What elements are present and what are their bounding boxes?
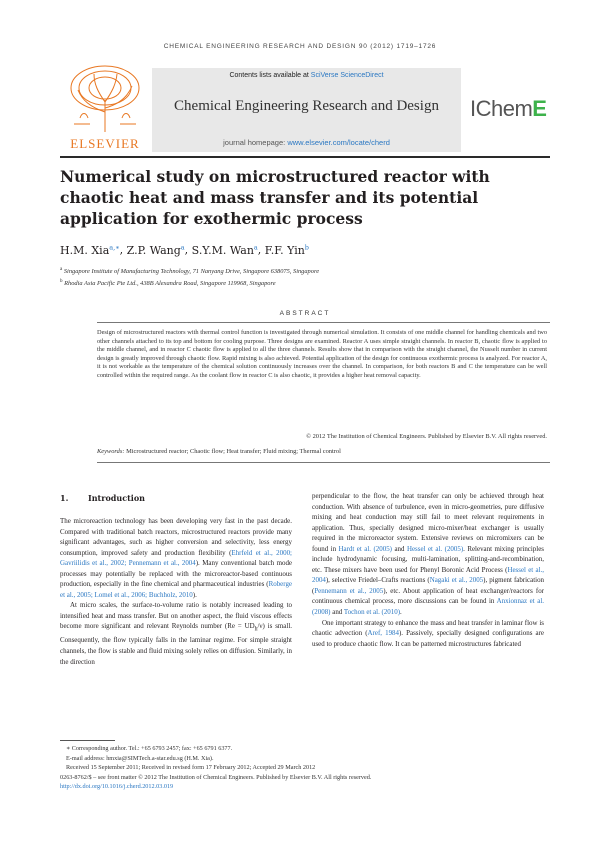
author bbox=[192, 244, 258, 257]
keywords bbox=[97, 448, 547, 455]
contents-line bbox=[152, 72, 461, 79]
journal-title: Chemical Engineering Research and Design bbox=[174, 98, 439, 114]
author-list: H.M. Xia$^{a,∗}$, Z.P. Wang$^a$, S.Y.M. Wan$^a$, F.F. Yin$^b$ bbox=[60, 243, 309, 257]
email-note: E-mail address: hmxia@SIMTech.a-star.edu.sg (H.M. Xia). bbox=[66, 754, 214, 762]
citation-link[interactable]: Nagaki et al., 2005 bbox=[429, 576, 484, 585]
abstract-rule-bottom bbox=[97, 462, 550, 463]
subscript: h bbox=[254, 626, 258, 633]
running-head: CHEMICAL ENGINEERING RESEARCH AND DESIGN 90 (2012) 1719–1726 bbox=[163, 43, 437, 50]
section-title: Introduction bbox=[88, 493, 145, 503]
received-dates: Received 15 September 2011; Received in revised form 17 February 2012; Accepted 29 March 2012 bbox=[66, 764, 316, 772]
journal-homepage bbox=[152, 138, 461, 147]
corresponding-author-note: ∗ Corresponding author. Tel.: +65 6793 2457; fax: +65 6791 6377. bbox=[66, 745, 233, 752]
doi-link[interactable]: http://dx.doi.org/10.1016/j.cherd.2012.03.019 bbox=[60, 783, 174, 791]
citation-link[interactable]: Pennemann et al., 2005 bbox=[314, 586, 384, 595]
ichem-logo-main: IChem bbox=[470, 96, 533, 121]
author bbox=[265, 244, 309, 257]
footnote-rule bbox=[60, 740, 115, 741]
body-column-left bbox=[60, 516, 292, 667]
ichem-logo bbox=[470, 96, 552, 122]
homepage-prefix: journal homepage: bbox=[223, 138, 288, 147]
paragraph: The microreaction technology has been developing very fast in the past decade. Compared with traditional batch reactors, microstructured reactors provide many significant advantages, such as higher conversion and selectivity, less energy consumption, improved safety and production flexibility (Ehrfeld et al., 2000; Gavriilidis et al., 2002; Pennemann et al., 2004). Many conventional batch mode processes may potentially be replaced with the microreactor-based continuous production, especially in the fine chemical and pharmaceutical industries (Roberge et al., 2005; Lomel et al., 2006; Buchholz, 2010). bbox=[60, 517, 292, 599]
author-affiliation-mark[interactable]: a,∗ bbox=[109, 243, 120, 251]
paragraph: perpendicular to the flow, the heat transfer can only be achieved through heat conduction. With absence of turbulence, even in micro-geometries, pure diffusive mixing and heat conduction may still fail to meet relevant requirements in application. Thus, specially designed micro-mixer/heat exchanger is usually required in the microreactor system. Extensive reviews on micromixers can be found in Hardt et al. (2005) and Hessel et al. (2005). Relevant mixing principles include hydrodynamic focusing, multi-lamination, splitting-and-recombination, etc. These mixers have been used for Phenyl Boronic Acid Process (Hessel et al., 2004), selective Friedel–Crafts reactions (Nagaki et al., 2005), pigment fabrication (Pennemann et al., 2005), etc. About application of heat exchanger/reactors for continuous chemical process, more discussions can be found in Anxionnaz et al. (2008) and Tochon et al. (2010). bbox=[312, 492, 545, 617]
affiliation-mark: b bbox=[60, 279, 63, 284]
abstract-rule-top bbox=[97, 322, 550, 323]
author bbox=[60, 244, 120, 257]
author-name: S.Y.M. Wan bbox=[191, 243, 254, 257]
citation-link[interactable]: Anxionnaz et al. (2008) bbox=[312, 597, 545, 617]
publisher-name: ELSEVIER bbox=[70, 136, 140, 151]
homepage-link[interactable]: www.elsevier.com/locate/cherd bbox=[287, 138, 390, 147]
citation-link[interactable]: Roberge et al., 2005; Lomel et al., 2006; Buchholz, 2010 bbox=[60, 580, 292, 599]
affiliation-a bbox=[60, 267, 530, 275]
author bbox=[127, 244, 185, 257]
citation-link[interactable]: Tochon et al. (2010) bbox=[343, 608, 401, 617]
affiliation-text: Rhodia Asia Pacific Pte Ltd., 438B Alexandra Road, Singapore 119968, Singapore bbox=[64, 280, 276, 288]
elsevier-tree-icon bbox=[60, 62, 150, 134]
author-name: F.F. Yin bbox=[264, 243, 305, 257]
contents-prefix: Contents lists available at bbox=[229, 72, 311, 79]
author-name: H.M. Xia bbox=[60, 243, 110, 257]
keywords-label: Keywords: bbox=[97, 448, 125, 455]
author-name: Z.P. Wang bbox=[126, 243, 181, 257]
citation-link[interactable]: Hessel et al. (2005) bbox=[406, 544, 464, 553]
header-rule bbox=[60, 156, 550, 158]
elsevier-logo bbox=[60, 62, 150, 152]
abstract-copyright: © 2012 The Institution of Chemical Engineers. Published by Elsevier B.V. All rights reserved. bbox=[306, 433, 547, 440]
affiliation-text: Singapore Institute of Manufacturing Technology, 71 Nanyang Drive, Singapore 638075, Singapore bbox=[63, 268, 320, 276]
citation-link[interactable]: Ehrfeld et al., 2000; Gavriilidis et al., 2002; Pennemann et al., 2004 bbox=[60, 548, 292, 568]
author-affiliation-mark[interactable]: a bbox=[253, 243, 258, 251]
body-column-right bbox=[312, 491, 544, 649]
sciencedirect-link[interactable]: SciVerse ScienceDirect bbox=[310, 72, 384, 79]
section-number: 1. bbox=[60, 493, 69, 503]
citation-link[interactable]: Hessel et al., 2004 bbox=[312, 565, 544, 585]
footnotes bbox=[60, 744, 550, 792]
abstract-text: Design of microstructured reactors with thermal control function is investigated through numerical simulation. It consists of one middle channel for handling chemicals and two other channels attached to its top and bottom for cooling purpose. Three designs are examined. Reactor A uses simple straight channels. In reactor B, chaotic flow is applied to the middle channel, and in reactor C chaotic flow is applied to all the three channels. Results show that in comparison with the straight channel, the Nusselt number in current design is greatly improved through chaotic flow. Rapid mixing is also achieved. Potential application of the design for continuous exothermic process is analyzed. For reactor A, it is not workable as the temperature of the chemical solution continuously increases over the channel. In comparison, for both reactors B and C the temperature can be well controlled within the required range. As the coolant flow in reactor C is also chaotic, it provides a higher heat removal capacity. bbox=[97, 329, 547, 379]
section-heading bbox=[60, 493, 145, 503]
affiliation-b bbox=[60, 279, 530, 287]
keywords-text: Microstructured reactor; Chaotic flow; Heat transfer; Fluid mixing; Thermal control bbox=[126, 448, 341, 455]
paragraph: At micro scales, the surface-to-volume ratio is notably increased leading to intensified heat and mass transfer. But on another aspect, the fluid viscous effects become more significant and relevant Reynolds number $(Re = UD_h/\nu)$ is small. Consequently, the flow typically falls in the laminar regime. For simple straight channels, the flow is stable and fluid mixing solely relies on diffusion. Similarly, in the direction bbox=[60, 601, 292, 666]
citation-link[interactable]: Aref, 1984 bbox=[367, 629, 399, 638]
abstract-heading: ABSTRACT bbox=[279, 310, 331, 317]
author-affiliation-mark[interactable]: a bbox=[180, 243, 185, 251]
citation-link[interactable]: Hardt et al. (2005) bbox=[338, 544, 392, 553]
author-affiliation-mark[interactable]: b bbox=[304, 243, 309, 251]
affiliation-mark: a bbox=[60, 267, 63, 272]
issn-line: 0263-8762/$ – see front matter © 2012 The Institution of Chemical Engineers. Published by Elsevier B.V. All rights reserved. bbox=[60, 773, 372, 781]
article-title: Numerical study on microstructured reactor with chaotic heat and mass transfer and its potential application for exothermic process bbox=[60, 167, 490, 228]
paragraph: One important strategy to enhance the mass and heat transfer in laminar flow is chaotic advection (Aref, 1984). Passively, specially designed configurations are used to produce chaotic flow. It can be patterned microstructures fabricated bbox=[312, 618, 544, 648]
ichem-logo-accent: E bbox=[532, 96, 547, 121]
